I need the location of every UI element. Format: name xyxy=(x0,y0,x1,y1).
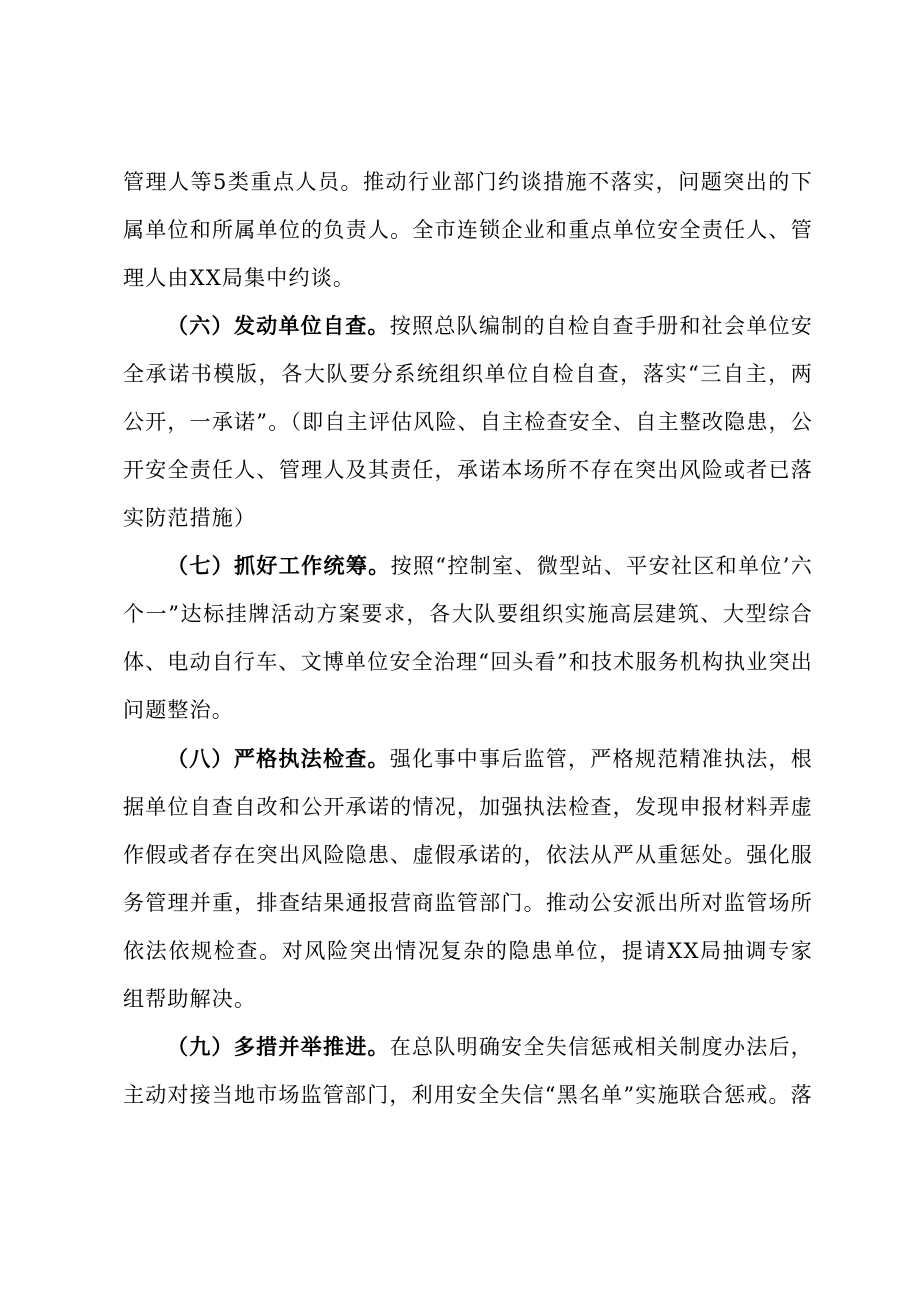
paragraph-body: 按照总队编制的自检自查手册和社会单位安全承诺书模版，各大队要分系统组织单位自检自查，落实“三自主，两公开，一承诺”。（即自主评估风险、自主检查安全、自主整改隐患，公开安全责任人、管理人及其责任，承诺本场所不存在突出风险或者已落实防范措施） xyxy=(123,314,813,530)
section-heading: （八）严格执法检查。 xyxy=(167,746,390,771)
paragraph-section-9 xyxy=(123,1023,813,1119)
paragraph-continuation xyxy=(123,158,813,302)
section-heading: （九）多措并举推进。 xyxy=(167,1034,390,1059)
paragraph-body: 按照“控制室、微型站、平安社区和单位’六个一”达标挂牌活动方案要求，各大队要组织实施高层建筑、大型综合体、电动自行车、文博单位安全治理“回头看”和技术服务机构执业突出问题整治。 xyxy=(123,554,813,722)
paragraph-body: 管理人等5类重点人员。推动行业部门约谈措施不落实，问题突出的下属单位和所属单位的负责人。全市连锁企业和重点单位安全责任人、管理人由XX局集中约谈。 xyxy=(123,170,813,290)
paragraph-section-6 xyxy=(123,302,813,542)
paragraph-body: 在总队明确安全失信惩戒相关制度办法后，主动对接当地市场监管部门，利用安全失信“黑名单”实施联合惩戒。落 xyxy=(123,1035,813,1107)
section-heading: （七）抓好工作统筹。 xyxy=(167,553,391,578)
paragraph-section-8 xyxy=(123,735,813,1023)
paragraph-section-7 xyxy=(123,542,813,734)
paragraph-body: 强化事中事后监管，严格规范精准执法，根据单位自查自改和公开承诺的情况，加强执法检查，发现申报材料弄虚作假或者存在突出风险隐患、虚假承诺的，依法从严从重惩处。强化服务管理并重，排查结果通报营商监管部门。推动公安派出所对监管场所依法依规检查。对风险突出情况复杂的隐患单位，提请XX局抽调专家组帮助解决。 xyxy=(123,747,813,1011)
section-heading: （六）发动单位自查。 xyxy=(167,313,390,338)
